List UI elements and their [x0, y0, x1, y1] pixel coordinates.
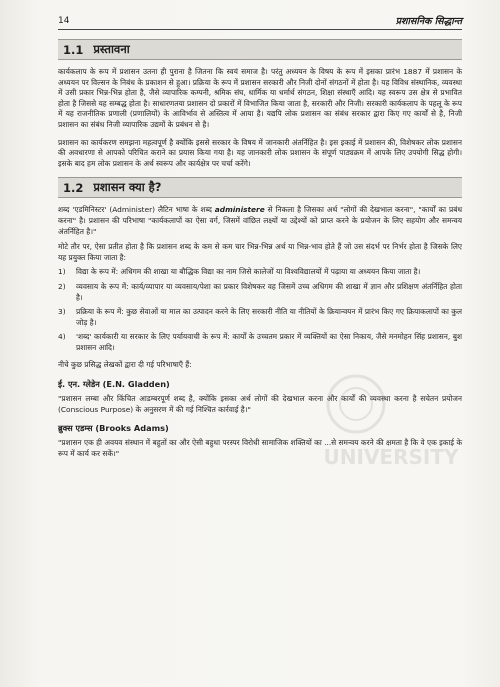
list-item: 3) प्रक्रिया के रूप में: कुछ सेवाओं या माल का उत्पादन करने के लिए सरकारी नीति या नीतियों के क्रियान्वयन में प्रारंभ किए गए क्रियाकलापों का कुल जोड़ है। — [58, 307, 462, 327]
definition-text-after: से निकला है जिसका अर्थ "लोगों की देखभाल करना", "कार्यों का प्रबंध करना" है। प्रशासन की परिभाषा "कार्यकलापों का ऐसा वर्ग, जिसमें वांछित लक्ष्यों या उद्देश्यों को प्राप्त करने के प्रयोजन के लिए सहयोग और समन्वय अंतर्निहित है।" — [58, 205, 462, 236]
meanings-list — [58, 267, 462, 353]
page-number: 14 — [58, 16, 70, 26]
watermark-text: UNIVERSITY — [323, 445, 459, 469]
meanings-intro-paragraph: मोटे तौर पर, ऐसा प्रतीत होता है कि प्रशासन शब्द के कम से कम चार भिन्न-भिन्न अर्थ या भिन्न-भाव होते हैं जो उस संदर्भ पर निर्भर होता है जिसके लिए यह प्रयुक्त किया जाता है: — [58, 242, 462, 262]
section-title: प्रस्तावना — [93, 42, 130, 56]
author-brooks-adams: ब्रुक्स एडम्स (Brooks Adams) — [58, 423, 169, 434]
latin-term: administere — [214, 205, 265, 215]
quote-brooks-adams: "प्रशासन एक ही अवयव संस्थान में बहुतों का और ऐसी बहुधा परस्पर विरोधी सामाजिक शक्तियों का ...से समन्वय करने की क्षमता है कि वे एक इकाई के रूप में कार्य कर सकें।" — [58, 438, 462, 458]
section-title: प्रशासन क्या है? — [93, 180, 162, 195]
list-item: 4) 'शब्द' कार्यकारी या सरकार के लिए पर्यायवाची के रूप में: कार्यों के उच्चतम प्रकार में व्यक्तियों का ऐसा निकाय, जैसे मनमोहन सिंह प्रशासन, बुश प्रशासन आदि। — [58, 332, 462, 352]
definition-text-before: शब्द 'एडमिनिस्टर' (Administer) लैटिन भाषा के शब्द — [58, 205, 215, 215]
list-item: 2) व्यवसाय के रूप में: कार्य/व्यापार या व्यवसाय/पेशा का प्रकार विशेषकर वह जिसमें उच्च अधिगम की शाखा में ज्ञान और प्रशिक्षण अंतर्निहित होता है। — [58, 281, 462, 302]
definitions-intro: नीचे कुछ प्रसिद्ध लेखकों द्वारा दी गई परिभाषाएँ हैं: — [58, 360, 192, 370]
quote-gladden: "प्रशासन लम्बा और किंचित आडम्बरपूर्ण शब्द है, क्योंकि इसका अर्थ लोगों की देखभाल करना और कार्यों की व्यवस्था करना है सचेतन प्रयोजन (Conscious Purpose) के अनुसरण में की गई निश्चित कार्रवाई है।" — [58, 394, 462, 414]
section-heading-introduction — [58, 39, 462, 60]
page-header — [58, 16, 462, 30]
running-title: प्रशासनिक सिद्धान्त — [395, 16, 462, 27]
section-number: 1.2 — [63, 180, 84, 195]
intro-paragraph-2: प्रशासन का कार्यकरण समझना महत्वपूर्ण है क्योंकि इससे सरकार के विषय में जानकारी अंतर्निहित है। इस इकाई में प्रशासन की, विशेषकर लोक प्रशासन की अवधारणा से आपको परिचित कराने का प्रयास किया गया है। यह जानकारी लोक प्रशासन के संपूर्ण पाठ्यक्रम में आपके लिए उपयोगी सिद्ध होगी। इसके बाद हम लोक प्रशासन के अर्थ स्वरूप और कार्यक्षेत्र पर चर्चा करेंगे। — [58, 137, 462, 168]
list-item: 1) विद्या के रूप में: अधिगम की शाखा या बौद्धिक विद्या का नाम जिसे कालेजों या विश्वविद्यालयों में पढ़ाया या अध्ययन किया जाता है। — [58, 267, 421, 277]
intro-paragraph-1: कार्यकलाप के रूप में प्रशासन उतना ही पुराना है जितना कि स्वयं समाज है। परंतु अध्ययन के विषय के रूप में इसका प्रारंभ 1887 में प्रशासन के अध्ययन पर विल्सन के निबंध के प्रकाशन से हुआ। प्रक्रिया के रूप में प्रशासन सरकारी और निजी दोनों संगठनों में होता है। यह विविध संस्थानिक, व्यवस्था में उसी प्रकार भिन्न-भिन्न होता है, जैसे व्यापारिक कम्पनी, श्रमिक संघ, धार्मिक या धर्मार्थ संगठन, शिक्षा संस्थाएँ आदि। यह स्वरूप उस क्षेत्र से प्रभावित होता है जिससे यह सम्बद्ध होता है। साधारणतया प्रशासन दो प्रकारों में विभाजित किया जाता है, सरकारी और निजी। सरकारी कार्यकलाप के पहलू के रूप में यह राजनीतिक प्रणाली (प्रणालियों) के आविर्भाव से अस्तित्व में आया है। यद्यपि लोक प्रशासन का संबंध सरकार द्वारा किए गए कार्यों से है, निजी प्रशासन का संबंध निजी व्यापारिक उद्यमों के प्रबंधन से है। — [58, 67, 462, 129]
author-gladden: ई. एन. ग्लेडेन (E.N. Gladden) — [58, 379, 170, 390]
definition-paragraph — [58, 205, 462, 237]
section-heading-what-is-administration — [58, 177, 462, 198]
section-number: 1.1 — [63, 42, 84, 57]
